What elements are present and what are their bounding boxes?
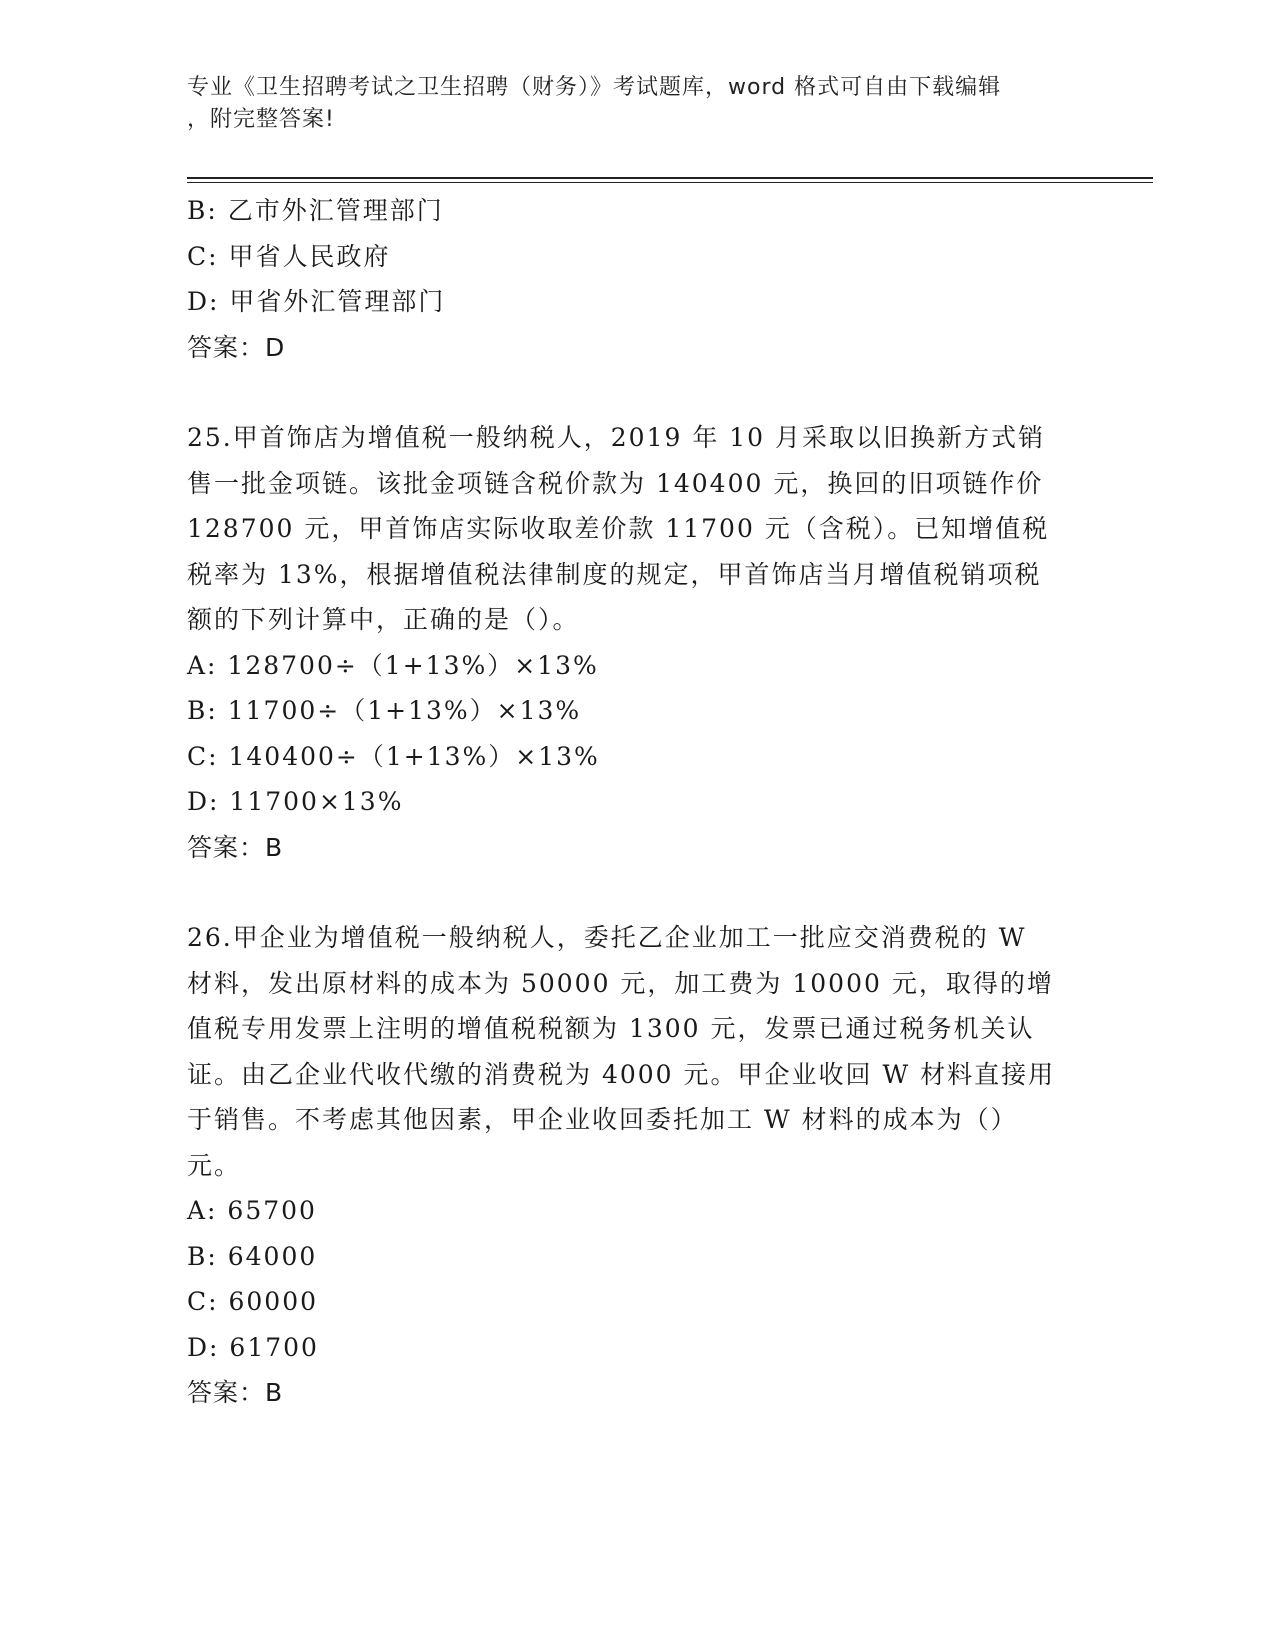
- option-b: B: 64000: [187, 1241, 318, 1271]
- question-text-line: 于销售。不考虑其他因素，甲企业收回委托加工 W 材料的成本为（）: [187, 1105, 1018, 1134]
- header-line-1: 专业《卫生招聘考试之卫生招聘（财务）》考试题库，word 格式可自由下载编辑: [187, 75, 1002, 100]
- option-b: B: 11700÷（1+13%）×13%: [187, 696, 582, 725]
- answer-line: 答案：B: [187, 832, 284, 862]
- question-text-line: 证。由乙企业代收代缴的消费税为 4000 元。甲企业收回 W 材料直接用: [187, 1059, 1056, 1089]
- option-a: A: 65700: [187, 1196, 317, 1225]
- option-c: C: 甲省人民政府: [187, 241, 391, 271]
- spacer: [187, 870, 1087, 915]
- header-rule-thick: [187, 177, 1153, 179]
- question-25-block: [187, 415, 1087, 870]
- question-text-line: 售一批金项链。该批金项链含税价款为 140400 元，换回的旧项链作价: [187, 468, 1044, 498]
- question-text-line: 25.甲首饰店为增值税一般纳税人，2019 年 10 月采取以旧换新方式销: [187, 423, 1046, 452]
- question-text-line: 26.甲企业为增值税一般纳税人，委托乙企业加工一批应交消费税的 W: [187, 923, 1027, 952]
- header-rule-thin: [187, 182, 1153, 183]
- question-text-line: 元。: [187, 1150, 242, 1180]
- option-c: C: 140400÷（1+13%）×13%: [187, 741, 600, 771]
- question-26-block: [187, 915, 1087, 1416]
- question-text-line: 额的下列计算中，正确的是（）。: [187, 605, 580, 634]
- option-c: C: 60000: [187, 1287, 319, 1316]
- header-line-2: ，附完整答案!: [187, 107, 335, 132]
- option-d: D: 11700×13%: [187, 787, 404, 816]
- answer-line: 答案：B: [187, 1378, 284, 1407]
- answer-line: 答案：D: [187, 332, 286, 362]
- question-text-line: 税率为 13%，根据增值税法律制度的规定，甲首饰店当月增值税销项税: [187, 559, 1042, 589]
- option-a: A: 128700÷（1+13%）×13%: [187, 650, 599, 680]
- page-header: [187, 72, 1087, 136]
- option-d: D: 甲省外汇管理部门: [187, 287, 446, 316]
- question-text-line: 值税专用发票上注明的增值税税额为 1300 元，发票已通过税务机关认: [187, 1014, 1035, 1043]
- prev-question-block: [187, 188, 1087, 370]
- spacer: [187, 370, 1087, 415]
- question-text-line: 材料，发出原材料的成本为 50000 元，加工费为 10000 元，取得的增: [187, 968, 1054, 998]
- option-b: B: 乙市外汇管理部门: [187, 196, 444, 225]
- question-content: [187, 188, 1087, 1416]
- question-text-line: 128700 元，甲首饰店实际收取差价款 11700 元（含税）。已知增值税: [187, 514, 1050, 543]
- option-d: D: 61700: [187, 1332, 319, 1362]
